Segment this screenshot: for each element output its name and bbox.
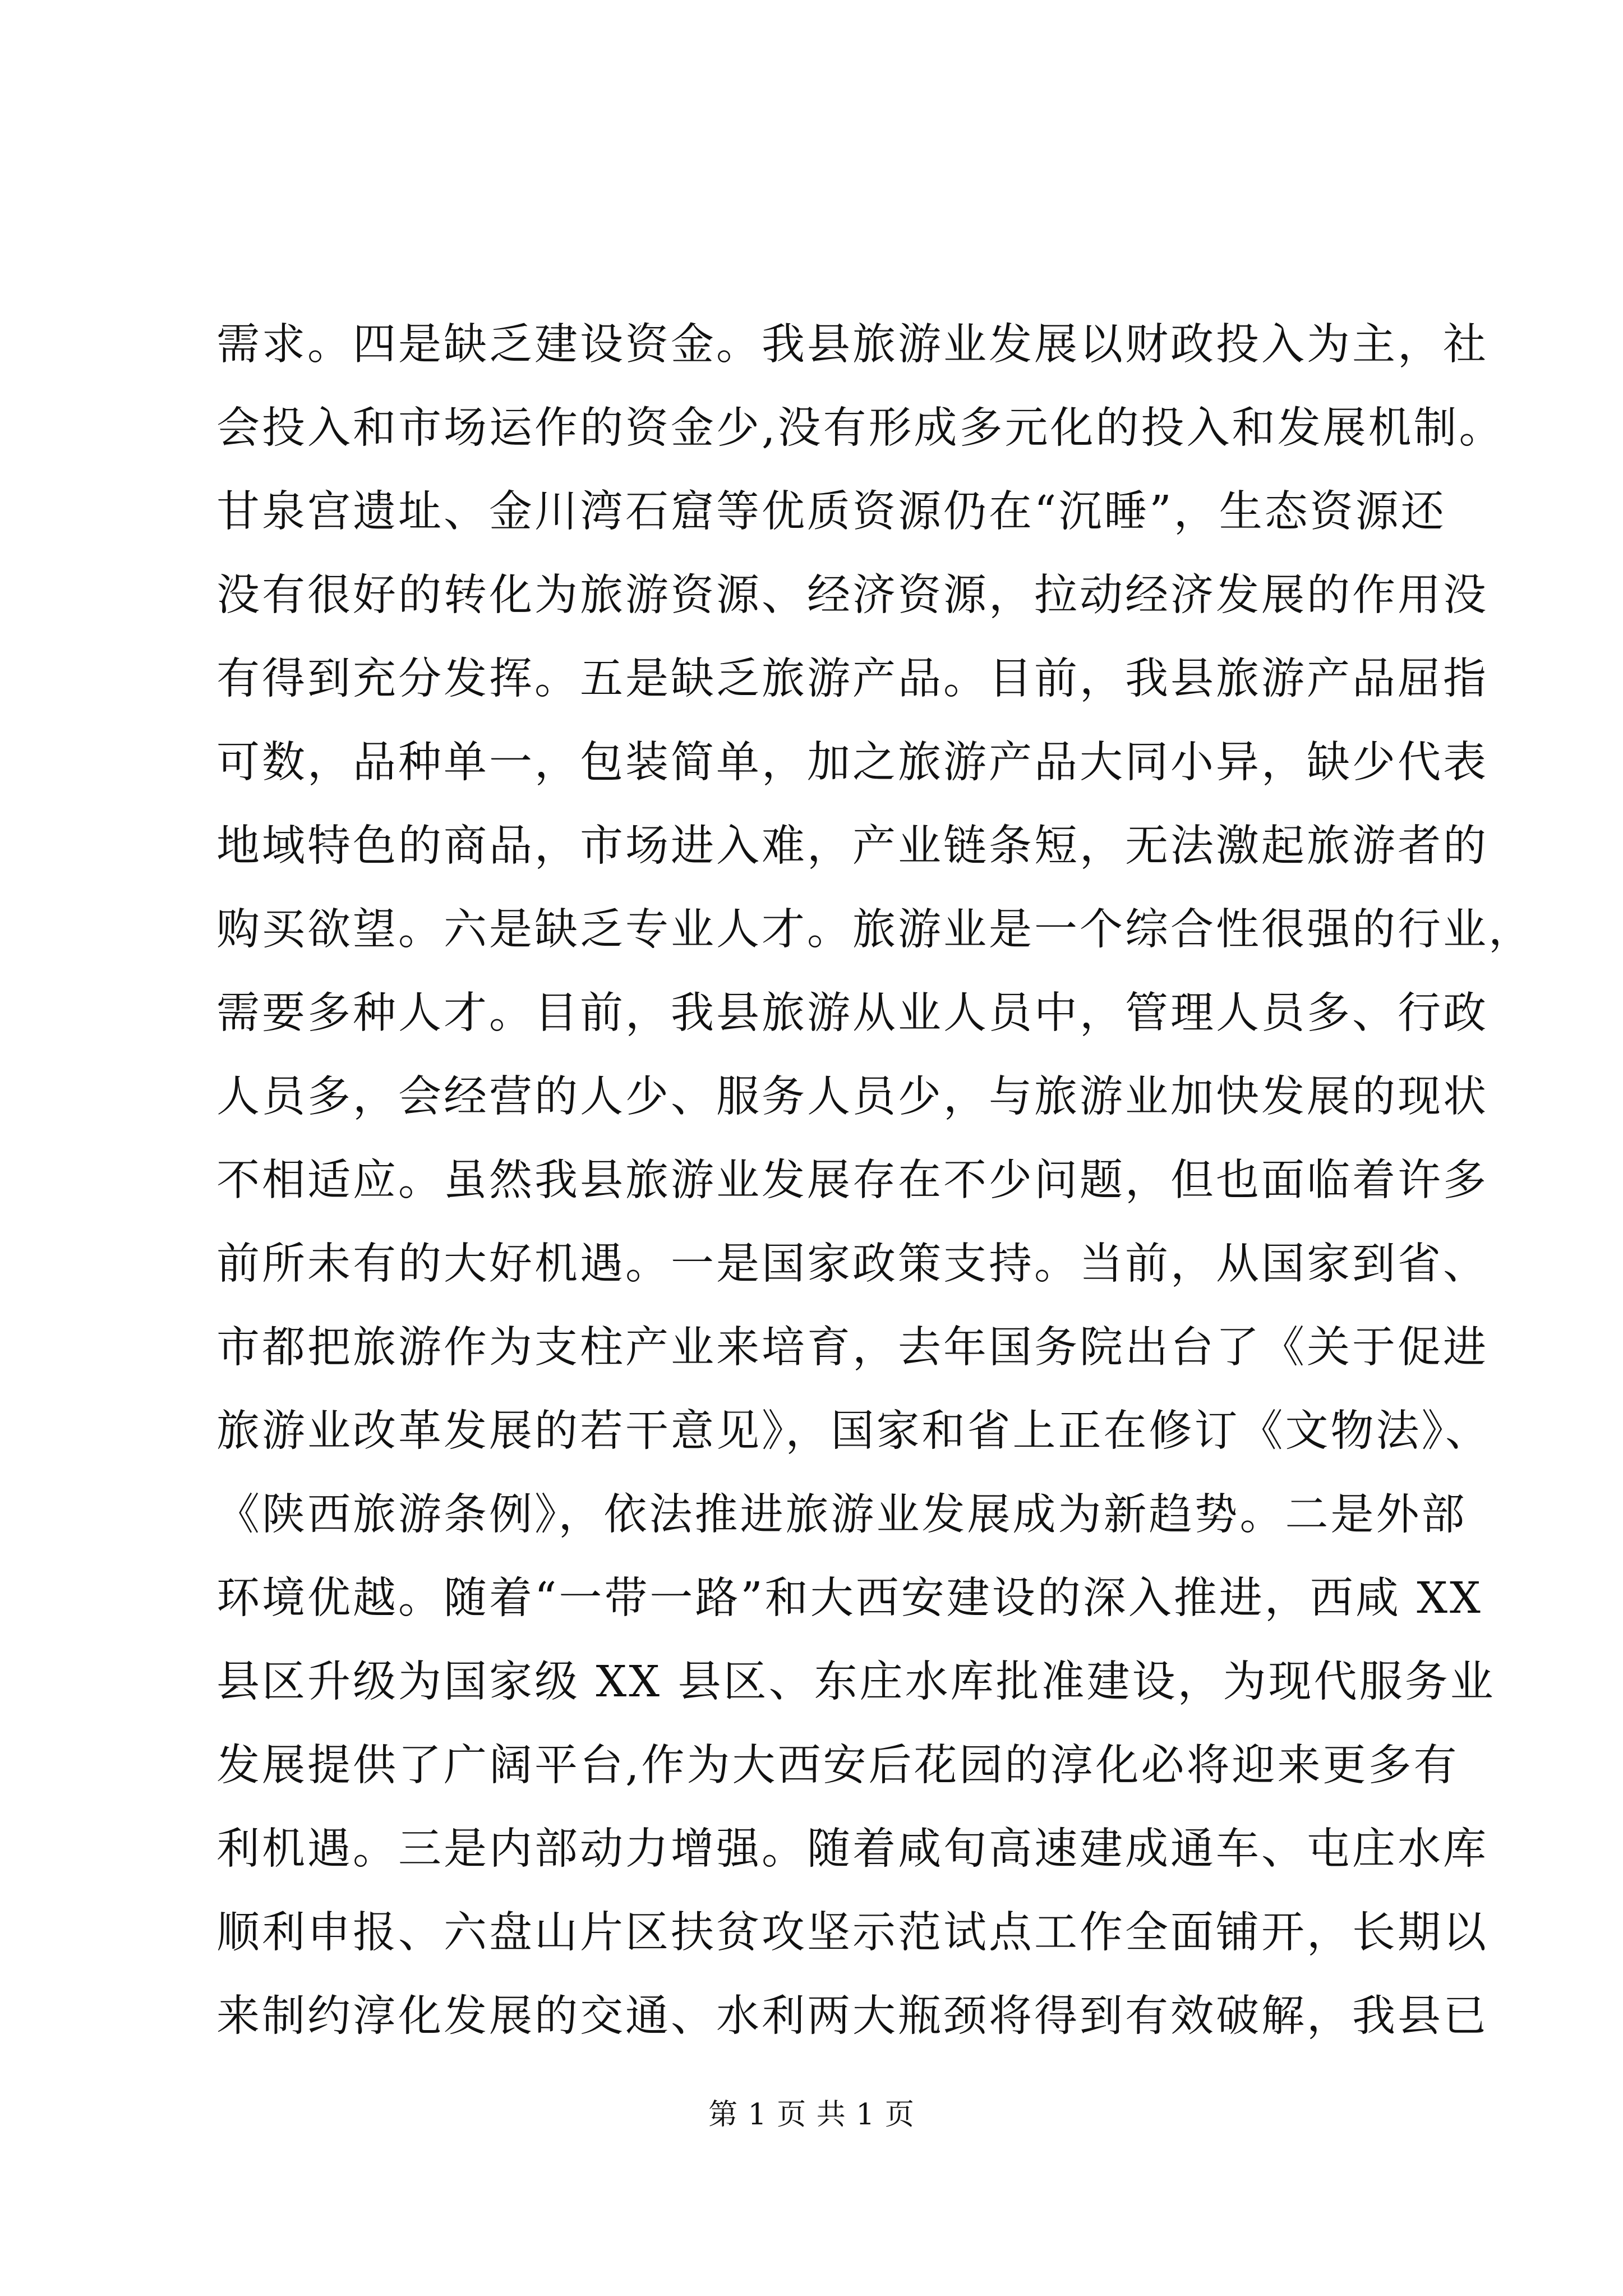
text-line: 地域特色的商品，市场进入难，产业链条短，无法激起旅游者的 bbox=[216, 821, 1488, 871]
text-line: 不相适应。虽然我县旅游业发展存在不少问题，但也面临着许多 bbox=[216, 1156, 1488, 1205]
text-line: 需要多种人才。目前，我县旅游从业人员中，管理人员多、行政 bbox=[216, 988, 1488, 1038]
text-line: 没有很好的转化为旅游资源、经济资源，拉动经济发展的作用没 bbox=[216, 570, 1488, 620]
text-line: 县区升级为国家级 XX 县区、东庄水库批准建设，为现代服务业 bbox=[216, 1657, 1496, 1707]
text-line: 有得到充分发挥。五是缺乏旅游产品。目前，我县旅游产品屈指 bbox=[216, 654, 1488, 704]
text-line: 可数，品种单一，包装简单，加之旅游产品大同小异，缺少代表 bbox=[216, 738, 1488, 788]
text-line: 顺利申报、六盘山片区扶贫攻坚示范试点工作全面铺开，长期以 bbox=[216, 1908, 1488, 1958]
text-line: 需求。四是缺乏建设资金。我县旅游业发展以财政投入为主，社 bbox=[216, 320, 1488, 370]
text-line: 人员多，会经营的人少、服务人员少，与旅游业加快发展的现状 bbox=[216, 1072, 1488, 1122]
text-line: 《陕西旅游条例》，依法推进旅游业发展成为新趋势。二是外部 bbox=[216, 1490, 1467, 1540]
text-line: 前所未有的大好机遇。一是国家政策支持。当前，从国家到省、 bbox=[216, 1239, 1488, 1289]
text-line: 市都把旅游作为支柱产业来培育，去年国务院出台了《关于促进 bbox=[216, 1323, 1488, 1373]
text-line: 来制约淳化发展的交通、水利两大瓶颈将得到有效破解，我县已 bbox=[216, 1991, 1488, 2041]
text-line: 会投入和市场运作的资金少,没有形成多元化的投入和发展机制。 bbox=[216, 403, 1505, 453]
text-line: 甘泉宫遗址、金川湾石窟等优质资源仍在“沉睡”，生态资源还 bbox=[216, 487, 1446, 537]
text-line: 环境优越。随着“一带一路”和大西安建设的深入推进，西咸 XX bbox=[216, 1573, 1483, 1623]
body-paragraph bbox=[216, 303, 1534, 2058]
text-line: 发展提供了广阔平台,作为大西安后花园的淳化必将迎来更多有 bbox=[216, 1741, 1459, 1791]
text-line: 利机遇。三是内部动力增强。随着咸旬高速建成通车、屯庄水库 bbox=[216, 1824, 1488, 1874]
page-number-footer: 第 1 页 共 1 页 bbox=[708, 2098, 915, 2132]
text-line: 旅游业改革发展的若干意见》，国家和省上正在修订《文物法》、 bbox=[216, 1406, 1491, 1456]
text-line: 购买欲望。六是缺乏专业人才。旅游业是一个综合性很强的行业， bbox=[216, 905, 1534, 955]
